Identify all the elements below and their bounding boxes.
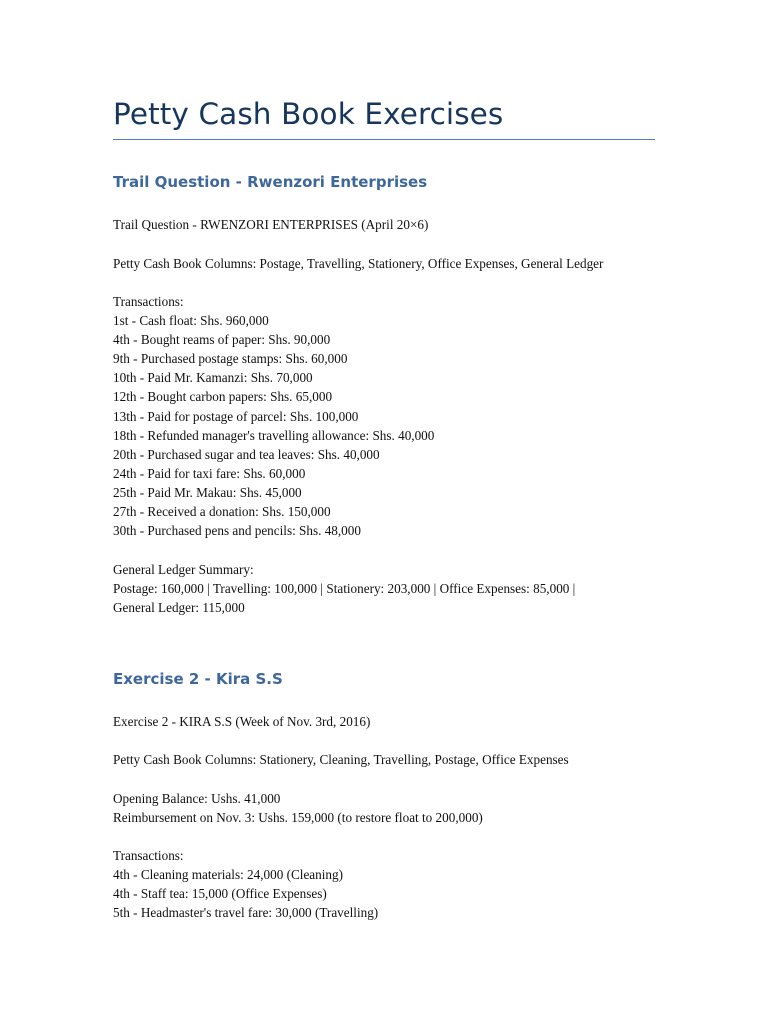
transaction-line: 5th - Headmaster's travel fare: 30,000 (Travelling) — [113, 905, 379, 921]
ledger-summary-block — [113, 560, 575, 617]
transactions-block-rwenzori — [113, 292, 434, 540]
transaction-line: 20th - Purchased sugar and tea leaves: Shs. 40,000 — [113, 446, 380, 462]
transaction-line: 4th - Bought reams of paper: Shs. 90,000 — [113, 332, 331, 348]
section-heading-kira: Exercise 2 - Kira S.S — [113, 670, 283, 688]
transactions-label: Transactions: — [113, 848, 184, 863]
summary-line: Postage: 160,000 | Travelling: 100,000 | Stationery: 203,000 | Office Expenses: 85,000 | — [113, 581, 576, 597]
transaction-line: 12th - Bought carbon papers: Shs. 65,000 — [113, 389, 333, 405]
summary-label: General Ledger Summary: — [113, 562, 254, 577]
balance-block-kira — [113, 789, 483, 827]
transaction-line: 1st - Cash float: Shs. 960,000 — [113, 313, 269, 329]
summary-line: General Ledger: 115,000 — [113, 600, 245, 616]
section-subtitle-rwenzori: Trail Question - RWENZORI ENTERPRISES (April 20×6) — [113, 217, 429, 232]
transactions-label: Transactions: — [113, 294, 184, 309]
balance-line: Opening Balance: Ushs. 41,000 — [113, 791, 281, 806]
section-subtitle-kira: Exercise 2 - KIRA S.S (Week of Nov. 3rd, 2016) — [113, 714, 371, 729]
transaction-line: 4th - Staff tea: 15,000 (Office Expenses) — [113, 886, 327, 902]
section-heading-rwenzori: Trail Question - Rwenzori Enterprises — [113, 173, 428, 191]
document-title: Petty Cash Book Exercises — [113, 97, 504, 131]
transaction-line: 9th - Purchased postage stamps: Shs. 60,000 — [113, 351, 348, 367]
balance-line: Reimbursement on Nov. 3: Ushs. 159,000 (to restore float to 200,000) — [113, 810, 483, 826]
transaction-line: 25th - Paid Mr. Makau: Shs. 45,000 — [113, 484, 302, 500]
transaction-line: 10th - Paid Mr. Kamanzi: Shs. 70,000 — [113, 370, 313, 386]
transaction-line: 30th - Purchased pens and pencils: Shs. 48,000 — [113, 523, 361, 539]
columns-line-rwenzori: Petty Cash Book Columns: Postage, Travelling, Stationery, Office Expenses, General Ledger — [113, 256, 604, 271]
transaction-line: 18th - Refunded manager's travelling allowance: Shs. 40,000 — [113, 427, 435, 443]
title-divider — [113, 139, 655, 140]
transaction-line: 4th - Cleaning materials: 24,000 (Cleaning) — [113, 867, 343, 883]
transactions-block-kira — [113, 846, 378, 922]
transaction-line: 24th - Paid for taxi fare: Shs. 60,000 — [113, 465, 306, 481]
transaction-line: 27th - Received a donation: Shs. 150,000 — [113, 504, 331, 520]
columns-line-kira: Petty Cash Book Columns: Stationery, Cleaning, Travelling, Postage, Office Expenses — [113, 752, 569, 767]
transaction-line: 13th - Paid for postage of parcel: Shs. 100,000 — [113, 408, 359, 424]
